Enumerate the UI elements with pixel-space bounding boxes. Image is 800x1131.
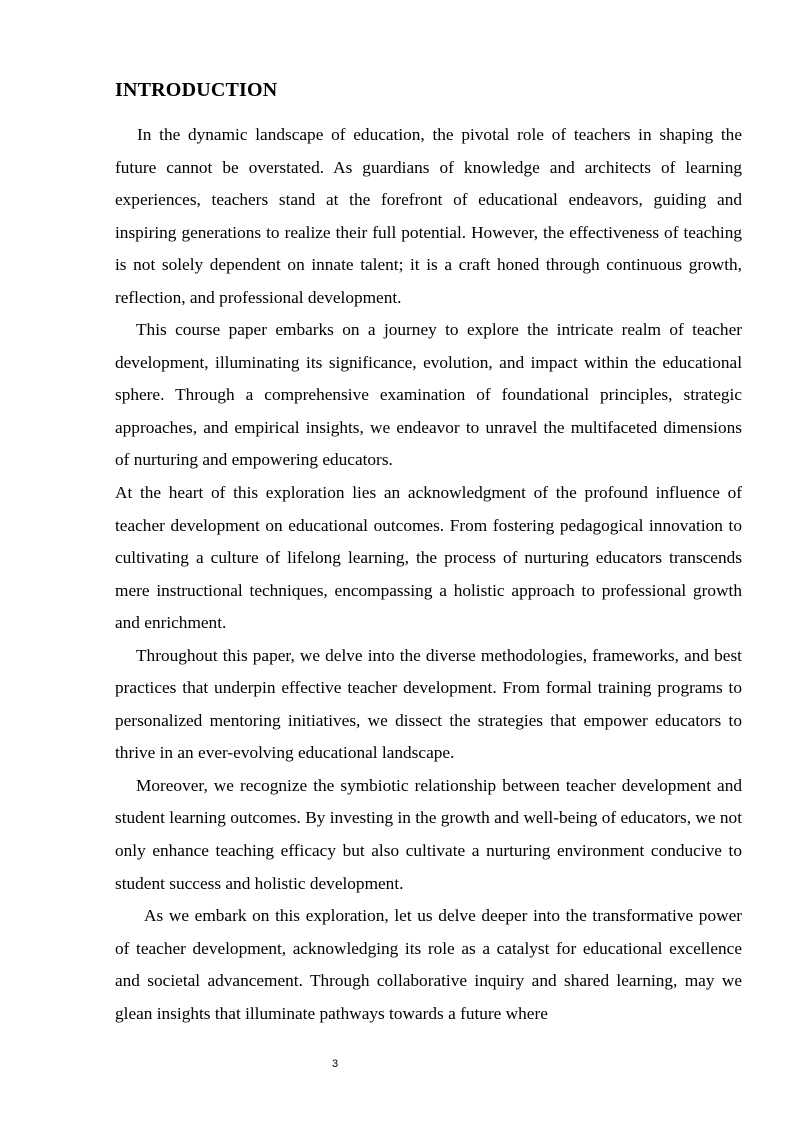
paragraph-4: Throughout this paper, we delve into the diverse methodologies, frameworks, and best practices that underpin effective teacher development. From formal training programs to personalized mentoring initiatives, we dissect the strategies that empower educators to thrive in an ever-evolving educational landscape. xyxy=(115,645,742,763)
paragraph-5: Moreover, we recognize the symbiotic relationship between teacher development and student learning outcomes. By investing in the growth and well-being of educators, we not only enhance teaching efficacy but also cultivate a nurturing environment conducive to student success and holistic development. xyxy=(115,775,742,893)
page-number: 3 xyxy=(331,1058,339,1070)
paragraph-1: In the dynamic landscape of education, the pivotal role of teachers in shaping the future cannot be overstated. As guardians of knowledge and architects of learning experiences, teachers stand at the forefront of educational endeavors, guiding and inspiring generations to realize their full potential. However, the effectiveness of teaching is not solely dependent on innate talent; it is a craft honed through continuous growth, reflection, and professional development. xyxy=(115,125,742,307)
paragraph-2: This course paper embarks on a journey to explore the intricate realm of teacher development, illuminating its significance, evolution, and impact within the educational sphere. Through a comprehensive examination of foundational principles, strategic approaches, and empirical insights, we endeavor to unravel the multifaceted dimensions of nurturing and empowering educators. xyxy=(115,320,742,470)
paragraph-6: As we embark on this exploration, let us delve deeper into the transformative power of teacher development, acknowledging its role as a catalyst for educational excellence and societal advancement. Through collaborative inquiry and shared learning, may we glean insights that illuminate pathways towards a future where xyxy=(115,906,742,1023)
paragraph-3: At the heart of this exploration lies an acknowledgment of the profound influence of teacher development on educational outcomes. From fostering pedagogical innovation to cultivating a culture of lifelong learning, the process of nurturing educators transcends mere instructional techniques, encompassing a holistic approach to professional growth and enrichment. xyxy=(115,483,742,633)
section-heading: INTRODUCTION xyxy=(115,79,278,101)
body-text xyxy=(115,119,742,1030)
